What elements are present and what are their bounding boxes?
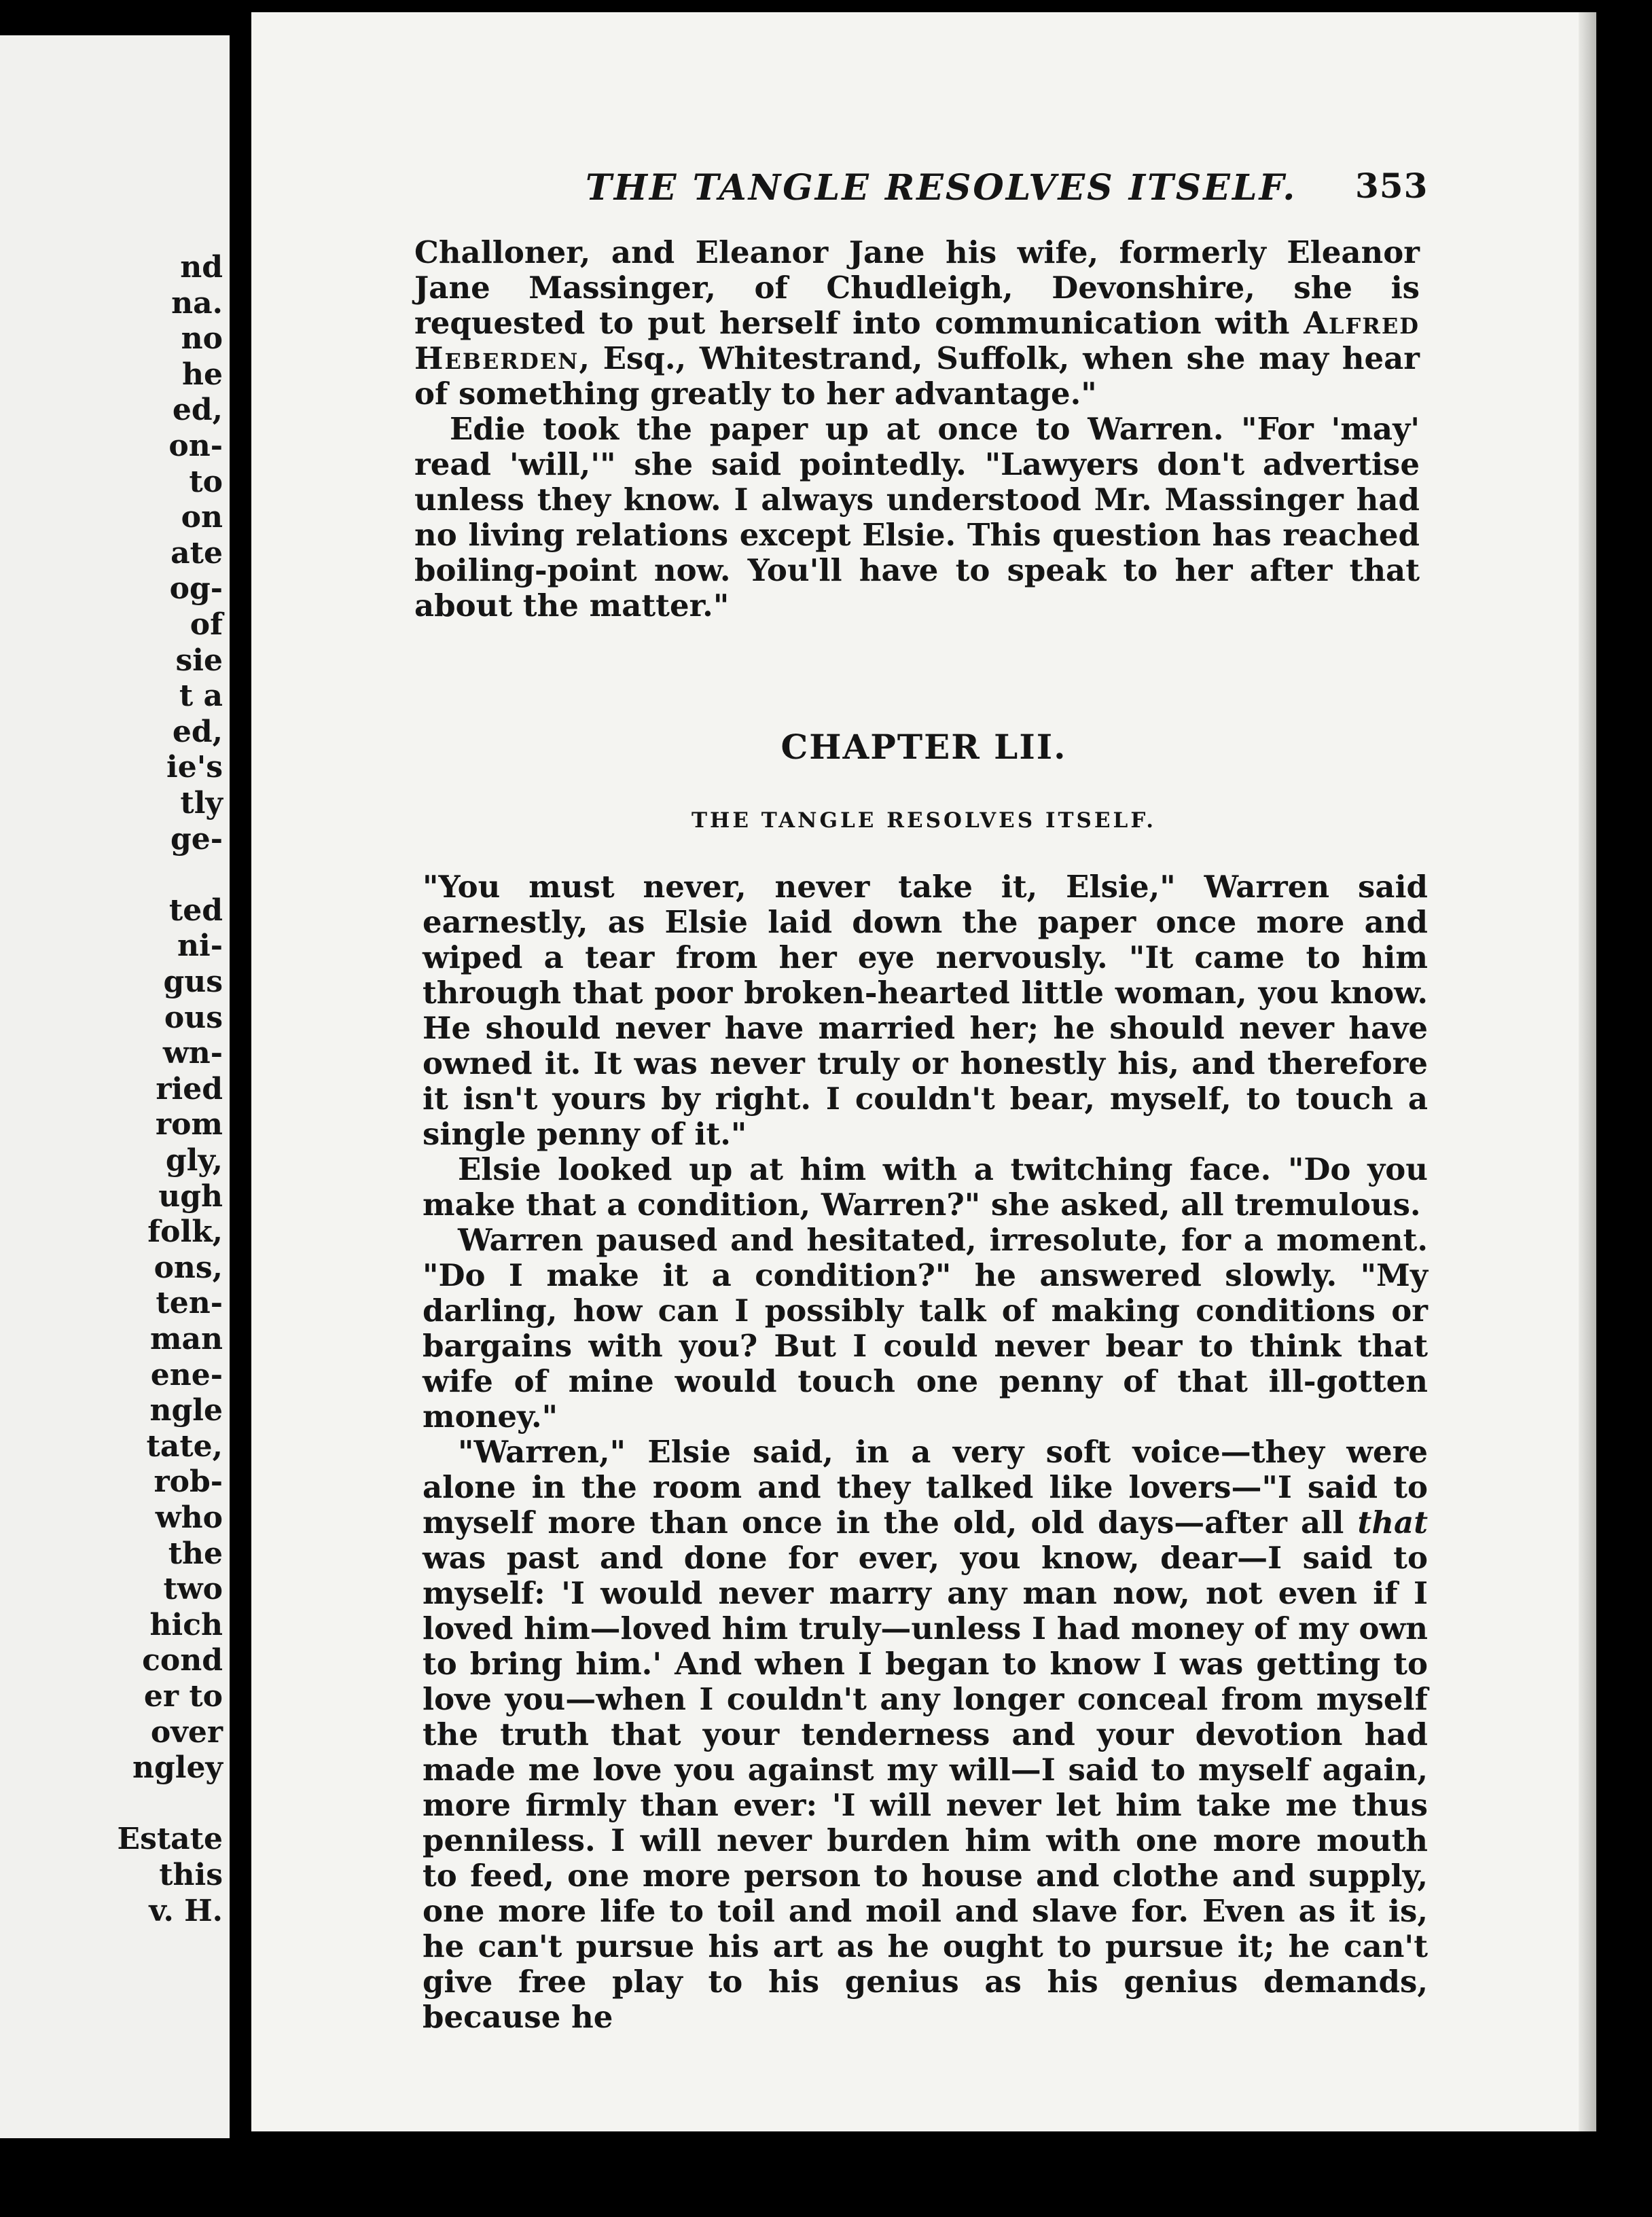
book-page: [251, 12, 1596, 2131]
left-page-line-fragment: ie's: [166, 750, 223, 785]
left-page-line-fragment: og-: [169, 571, 223, 607]
facing-page-left: [0, 35, 235, 2138]
left-page-line-fragment: ni-: [177, 929, 223, 964]
left-page-line-fragment: over: [150, 1714, 223, 1750]
left-page-line-fragment: ried: [156, 1071, 223, 1106]
left-page-line-fragment: ngley: [132, 1750, 223, 1786]
paragraph-text: Challoner, and Eleanor Jane his wife, formerly Eleanor Jane Massinger, of Chudleigh, Devonshire, she is requested to put herself into communication with: [414, 234, 1420, 341]
left-page-line-fragment: na.: [171, 285, 223, 321]
page-number: 353: [1355, 166, 1429, 206]
left-page-line-fragment: this: [159, 1858, 223, 1892]
paragraph-text: , Esq., Whitestrand, Suffolk, when she may hear of something greatly to her advantage.": [414, 340, 1420, 412]
left-page-line-fragment: ed,: [172, 393, 223, 428]
left-page-line-fragment: ate: [170, 535, 223, 571]
left-page-line-fragment: wn-: [162, 1036, 223, 1071]
emphasis: that: [1357, 1504, 1428, 1540]
left-page-line-fragment: gly,: [165, 1143, 223, 1178]
left-page-line-fragment: hich: [149, 1607, 223, 1642]
left-page-line-fragment: er to: [143, 1679, 223, 1714]
chapter-text-block: [423, 869, 1428, 2035]
left-page-line-fragment: no: [181, 321, 223, 357]
left-page-line-fragment: cond: [142, 1643, 223, 1678]
left-page-line-fragment: ten-: [156, 1286, 223, 1321]
left-page-line-fragment: rom: [155, 1107, 223, 1142]
left-page-line-fragment: tly: [180, 786, 223, 821]
left-page-line-fragment: who: [155, 1500, 223, 1535]
paragraph: Elsie looked up at him with a twitching face. "Do you make that a condition, Warren?" she asked, all tremulous.: [423, 1151, 1428, 1223]
left-page-line-fragment: on-: [168, 429, 223, 463]
left-page-line-fragment: the: [168, 1536, 223, 1571]
page-edge-shadow: [1579, 12, 1596, 2131]
left-page-line-fragment: Estate: [117, 1822, 223, 1857]
running-head: [586, 167, 1421, 209]
left-page-line-fragment: ted: [168, 893, 223, 928]
left-page-line-fragment: ngle: [149, 1393, 223, 1428]
left-page-line-fragment: of: [190, 607, 223, 642]
left-page-line-fragment: nd: [180, 250, 223, 285]
left-page-line-fragment: ed,: [172, 714, 223, 749]
running-head-title: THE TANGLE RESOLVES ITSELF.: [586, 167, 1297, 209]
left-page-line-fragment: two: [163, 1572, 223, 1607]
left-page-line-fragment: ous: [164, 1000, 223, 1035]
left-page-line-fragment: tate,: [146, 1428, 223, 1464]
paragraph: Edie took the paper up at once to Warren. "For 'may' read 'will,'" she said pointedly. "Lawyers don't advertise unless they know. I always understood Mr. Massinger had no living relations except Elsie. This question has reached boiling-point now. You'll have to speak to her after that about the matter.": [414, 411, 1420, 624]
left-page-line-fragment: ugh: [158, 1178, 223, 1214]
left-page-line-fragment: folk,: [147, 1214, 223, 1250]
left-page-line-fragment: sie: [175, 643, 223, 678]
left-page-line-fragment: on: [181, 500, 223, 535]
left-page-line-fragment: ge-: [170, 821, 223, 857]
paragraph: [423, 1435, 1428, 2035]
paragraph-continued: [414, 235, 1420, 412]
paragraph: "You must never, never take it, Elsie," Warren said earnestly, as Elsie laid down the paper once more and wiped a tear from her eye nervously. "It came to him through that poor broken-hearted little woman, you know. He should never have married her; he should never have owned it. It was never truly or honestly his, and therefore it isn't yours by right. I couldn't bear, myself, to touch a single penny of it.": [423, 869, 1428, 1152]
left-page-line-fragment: v. H.: [149, 1893, 223, 1928]
paragraph-text: "Warren," Elsie said, in a very soft voice—they were alone in the room and they talked like lovers—"I said to myself more than once in the old, old days—after all: [423, 1434, 1428, 1540]
book-gutter: [230, 0, 251, 2217]
solicitor-name: Alfred Heberden: [414, 305, 1420, 376]
left-page-line-fragment: ons,: [154, 1250, 223, 1285]
left-page-line-fragment: ene-: [150, 1357, 223, 1392]
left-page-line-fragment: t a: [179, 679, 223, 714]
left-page-line-fragment: rob-: [154, 1464, 223, 1500]
chapter-subheading: THE TANGLE RESOLVES ITSELF.: [691, 808, 1157, 833]
left-page-line-fragment: gus: [163, 965, 223, 999]
left-page-line-fragment: he: [182, 357, 223, 392]
paragraph-text: was past and done for ever, you know, dear—I said to myself: 'I would never marry any man now, not even if I loved him—loved him truly—unless I had money of my own to bring him.' And when I began to know I was getting to love you—when I couldn't any longer conceal from myself the truth that your tenderness and your devotion had made me love you against my will—I said to myself again, more firmly than ever: 'I will never let him take me thus penniless. I will never burden him with one more mouth to feed, one more person to house and clothe and supply, one more life to toil and moil and slave for. Even as it is, he can't pursue his art as he ought to pursue it; he can't give free play to his genius as his genius demands, because he: [423, 1540, 1428, 2035]
left-page-line-fragment: to: [189, 464, 223, 499]
left-page-line-fragment: man: [149, 1322, 223, 1356]
paragraph: Warren paused and hesitated, irresolute, for a moment. "Do I make it a condition?" he answered slowly. "My darling, how can I possibly talk of making conditions or bargains with you? But I could never bear to think that wife of mine would touch one penny of that ill-gotten money.": [423, 1222, 1428, 1435]
chapter-heading: CHAPTER LII.: [780, 727, 1067, 767]
continued-text-block: [414, 235, 1420, 624]
